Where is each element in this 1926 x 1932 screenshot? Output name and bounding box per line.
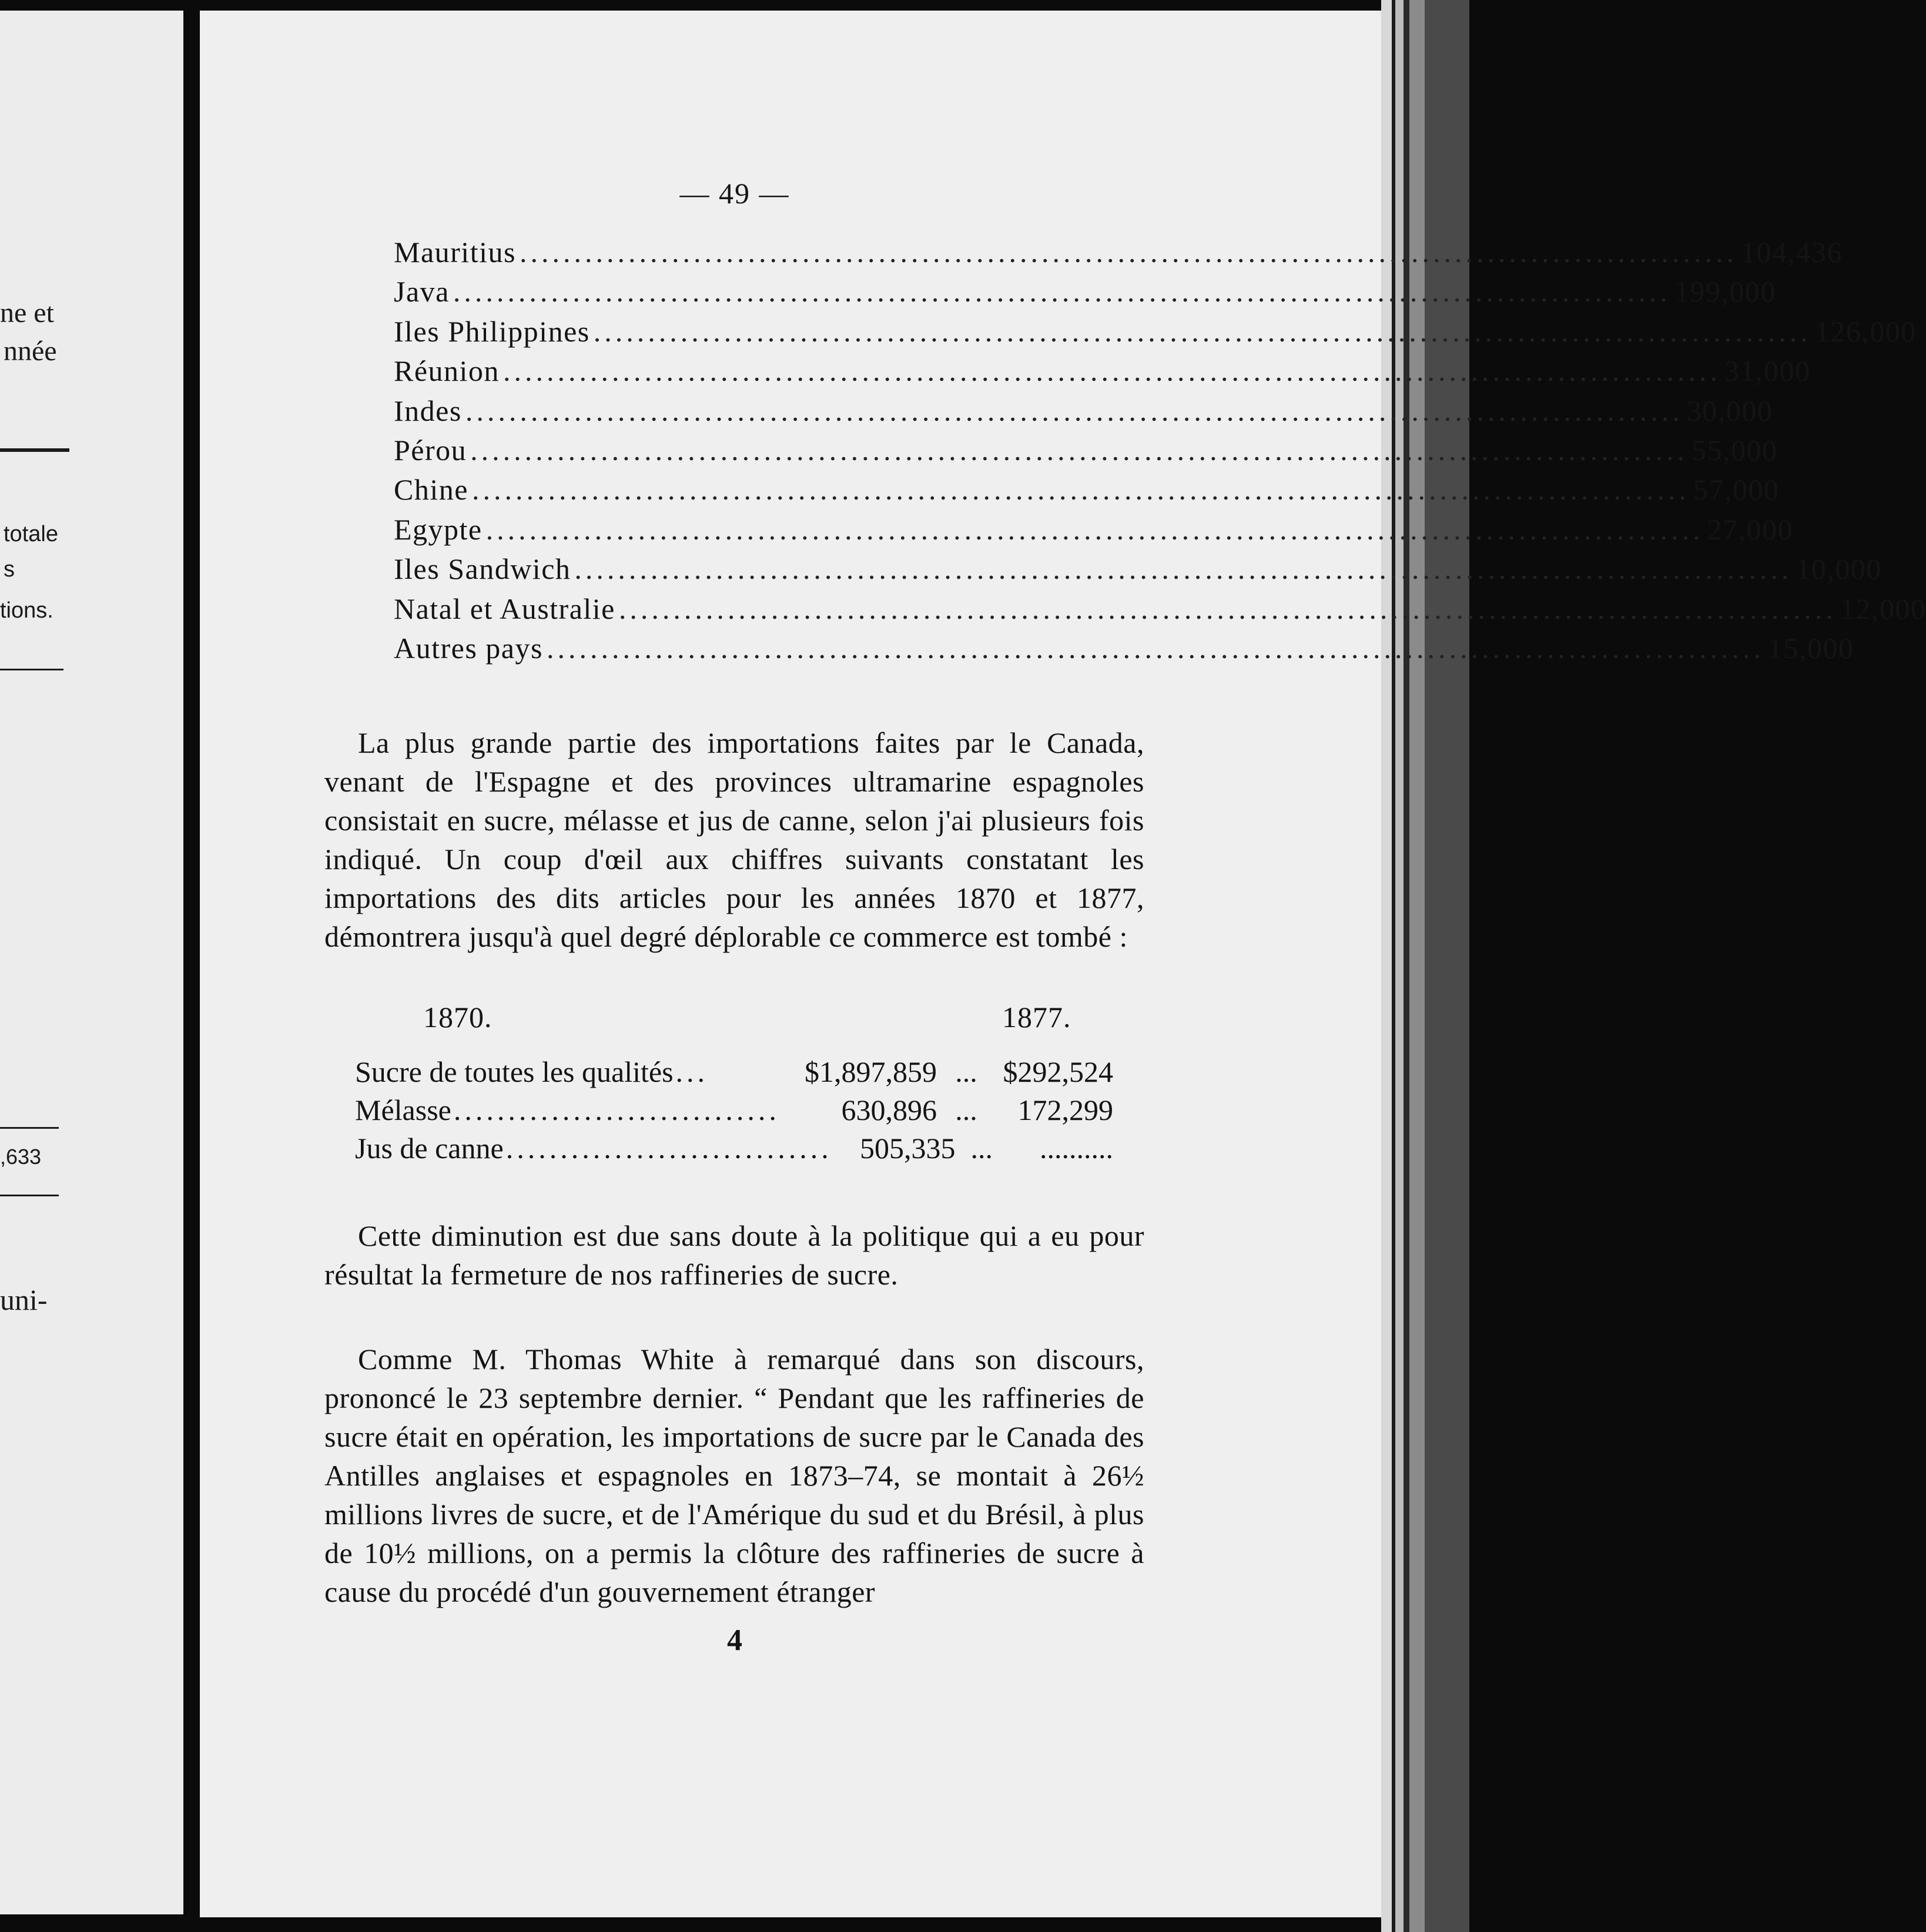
- page-number: — 49 —: [679, 177, 790, 210]
- list-item: [394, 235, 1843, 274]
- signature-mark: 4: [727, 1624, 742, 1657]
- dot-leader: ...: [675, 1055, 709, 1088]
- country-name: Réunion: [394, 354, 500, 388]
- dot-leader: ................................................................................................................: [503, 354, 1721, 388]
- list-item: [394, 512, 1794, 552]
- left-rule: [0, 1127, 59, 1129]
- country-name: Pérou: [394, 433, 467, 467]
- table-row: [355, 1055, 1113, 1093]
- sugar-import-table: [355, 1055, 1113, 1169]
- dot-leader: ................................................................................................................: [546, 631, 1764, 665]
- country-name: Iles Sandwich: [394, 552, 571, 586]
- country-name: Chine: [394, 473, 468, 507]
- paragraph-diminution: Cette diminution est due sans doute à la politique qui a eu pour résultat la fermeture de nos raffineries de sucre.: [324, 1219, 1144, 1291]
- country-name: Mauritius: [394, 236, 516, 269]
- left-fragment: s: [4, 557, 15, 582]
- value-1877: ..........: [1040, 1132, 1113, 1165]
- year-header-1870: 1870.: [423, 1001, 493, 1034]
- production-value: 57,000: [1693, 473, 1780, 507]
- production-value: 104,436: [1740, 236, 1843, 269]
- list-item: [394, 472, 1780, 512]
- value-1877: $292,524: [1003, 1055, 1113, 1088]
- production-value: 31,000: [1724, 354, 1811, 388]
- dot-leader: ................................................................................................................: [465, 394, 1683, 427]
- dot-leader: ................................................................................................................: [519, 236, 1737, 269]
- list-item: [394, 314, 1917, 354]
- dot-leader: ................................................................................................................: [470, 433, 1689, 467]
- left-rule: [0, 1195, 59, 1196]
- article-name: Mélasse: [355, 1094, 451, 1126]
- left-fragment: ne et: [0, 297, 54, 328]
- dot-leader: ................................................................................................................: [485, 512, 1704, 546]
- country-name: Egypte: [394, 512, 483, 546]
- list-item: [394, 394, 1773, 433]
- production-value: 55,000: [1691, 433, 1778, 467]
- dot-leader: ................................................................................................................: [618, 592, 1837, 625]
- left-fragment: tions.: [0, 598, 53, 623]
- production-value: 15,000: [1767, 631, 1854, 665]
- production-value: 27,000: [1707, 512, 1794, 546]
- left-fragment: nnée: [4, 336, 57, 367]
- production-value: 30,000: [1686, 394, 1773, 427]
- dot-leader: ................................................................................................................: [574, 552, 1793, 586]
- table-row: [355, 1131, 1113, 1169]
- left-rule: [0, 448, 69, 452]
- left-rule: [0, 669, 63, 670]
- list-item: [394, 274, 1776, 314]
- paragraph-white-quote: Comme M. Thomas White à remarqué dans son discours, prononcé le 23 septembre dernier. “ Pendant que les raffineries de sucre était en opération, les importations de sucre par le Canada des Antilles anglaises et espagnoles en 1873–74, se montait à 26½ millions livres de sucre, et de l'Amérique du sud et du Brésil, à plus de 10½ millions, on a permis la clôture des raffineries de sucre à cause du procédé d'un gouvernement étranger: [324, 1343, 1144, 1608]
- value-1870: 630,896: [841, 1094, 937, 1126]
- country-name: Autres pays: [394, 631, 543, 665]
- dot-leader: ................................................................................................................: [471, 473, 1690, 507]
- paragraph-imports: La plus grande partie des importations faites par le Canada, venant de l'Espagne et des provinces ultramarine espagnoles consistait en sucre, mélasse et jus de canne, selon j'ai plusieurs fois indiqué. Un coup d'œil aux chiffres suivants constatant les importations des dits articles pour les années 1870 et 1877, démontrera jusqu'à quel degré déplorable ce commerce est tombé :: [324, 726, 1144, 953]
- country-name: Natal et Australie: [394, 592, 615, 625]
- left-fragment: ,633: [0, 1145, 42, 1169]
- dot-leader: ..............................: [453, 1094, 780, 1126]
- production-value: 10,000: [1796, 552, 1882, 586]
- country-name: Indes: [394, 394, 462, 427]
- left-fragment: totale: [4, 522, 58, 546]
- separator-dots: ...: [955, 1094, 977, 1126]
- year-header-1877: 1877.: [1002, 1001, 1071, 1034]
- production-value: 199,000: [1674, 275, 1776, 308]
- table-row: [355, 1093, 1113, 1131]
- dot-leader: ..............................: [505, 1132, 832, 1165]
- country-name: Java: [394, 275, 450, 308]
- list-item: [394, 354, 1811, 393]
- dot-leader: ................................................................................................................: [593, 314, 1811, 348]
- production-value: 126,000: [1814, 314, 1917, 348]
- list-item: [394, 552, 1882, 591]
- country-name: Iles Philippines: [394, 314, 590, 348]
- dot-leader: ................................................................................................................: [453, 275, 1671, 308]
- left-fragment: uni-: [0, 1283, 48, 1316]
- value-1877: 172,299: [1017, 1094, 1113, 1126]
- value-1870: 505,335: [860, 1132, 956, 1165]
- list-item: [394, 433, 1778, 472]
- production-list: [394, 235, 1926, 670]
- list-item: [394, 631, 1854, 670]
- separator-dots: ...: [955, 1055, 977, 1088]
- production-value: 12,000: [1840, 592, 1926, 625]
- list-item: [394, 592, 1926, 631]
- article-name: Jus de canne: [355, 1132, 504, 1165]
- value-1870: $1,897,859: [805, 1055, 937, 1088]
- separator-dots: ...: [970, 1132, 993, 1165]
- article-name: Sucre de toutes les qualités: [355, 1055, 674, 1088]
